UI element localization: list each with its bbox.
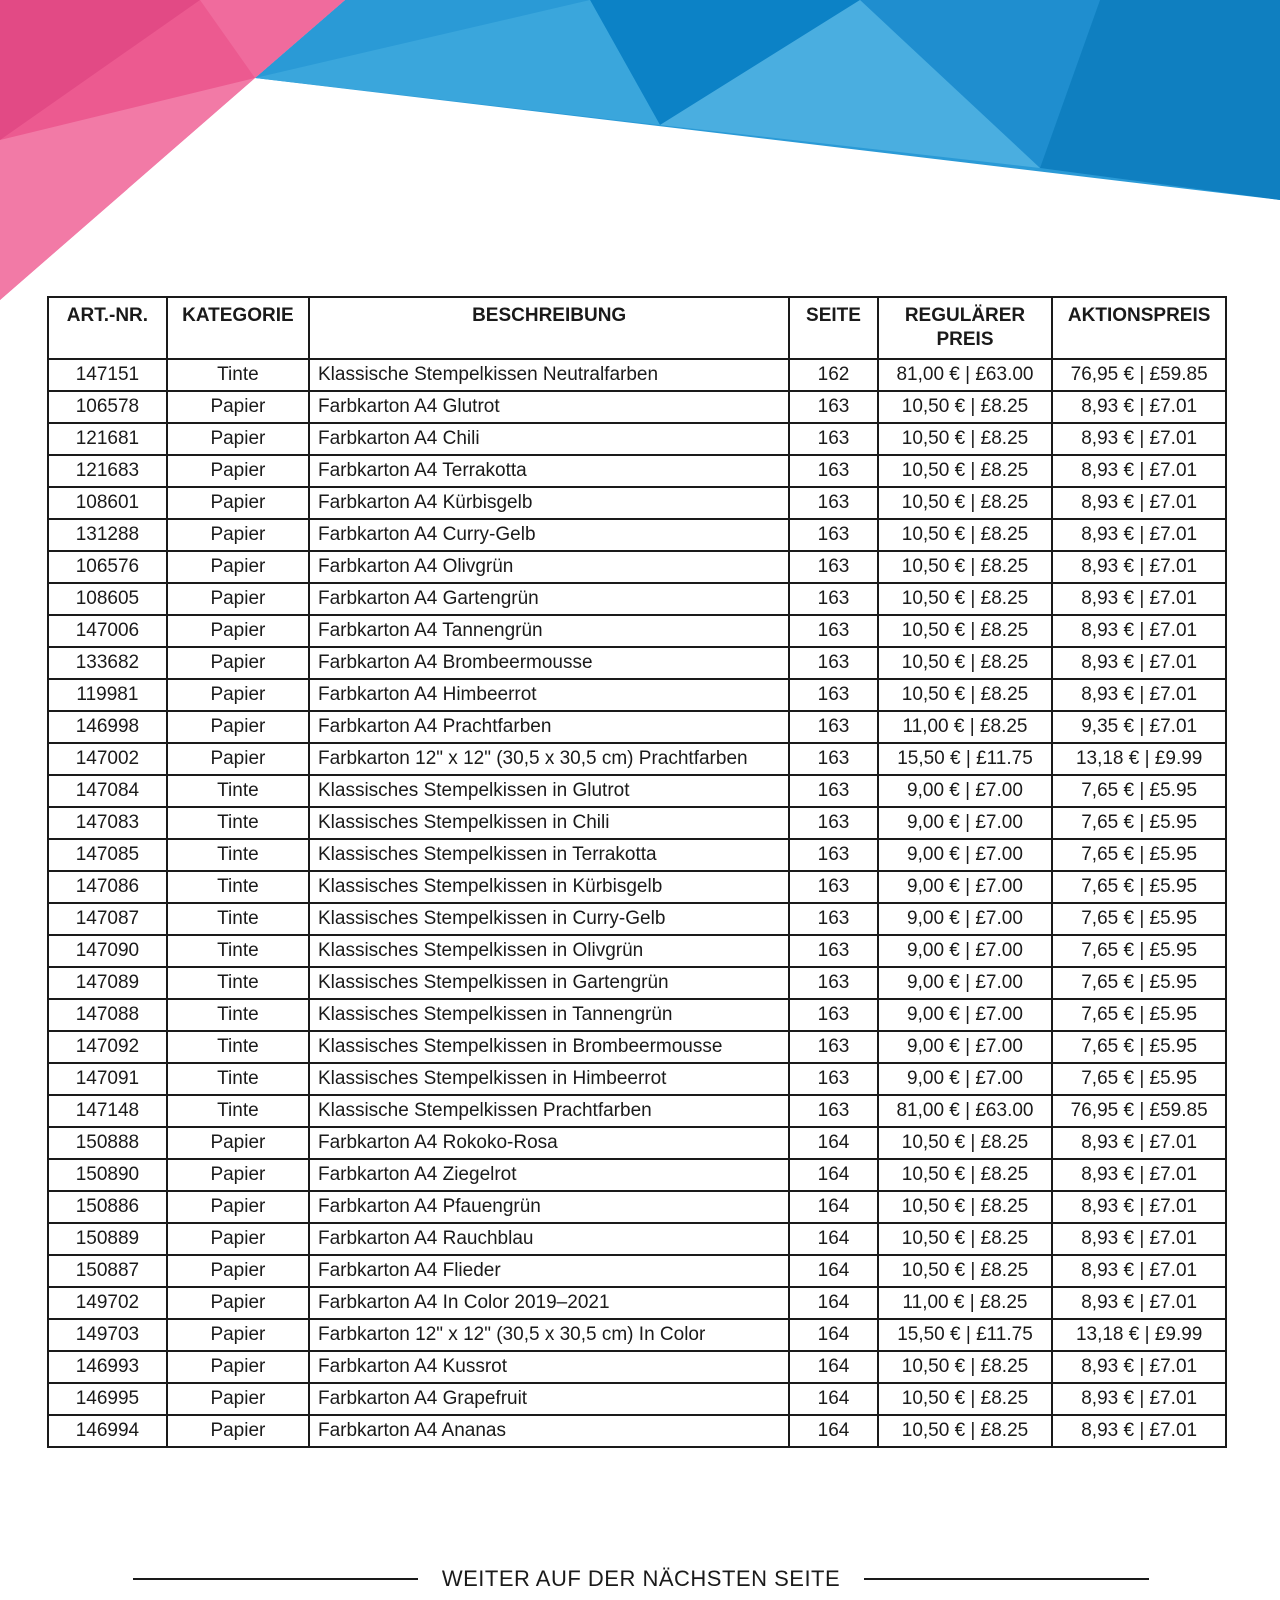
table-row <box>48 359 1226 391</box>
beschreibung-cell: Farbkarton A4 Prachtfarben <box>309 711 789 743</box>
aktionspreis-cell: 7,65 € | £5.95 <box>1052 999 1226 1031</box>
aktionspreis-cell: 8,93 € | £7.01 <box>1052 455 1226 487</box>
table-row <box>48 775 1226 807</box>
table-row <box>48 1063 1226 1095</box>
aktionspreis-cell: 8,93 € | £7.01 <box>1052 1159 1226 1191</box>
art-nr-cell: 147151 <box>48 359 167 391</box>
aktionspreis-cell: 76,95 € | £59.85 <box>1052 1095 1226 1127</box>
regulaerer-preis-cell: 10,50 € | £8.25 <box>878 423 1053 455</box>
seite-cell: 163 <box>789 1031 877 1063</box>
table-row <box>48 1255 1226 1287</box>
aktionspreis-cell: 9,35 € | £7.01 <box>1052 711 1226 743</box>
table-row <box>48 423 1226 455</box>
table-row <box>48 1159 1226 1191</box>
art-nr-cell: 147092 <box>48 1031 167 1063</box>
art-nr-cell: 149702 <box>48 1287 167 1319</box>
art-nr-cell: 150886 <box>48 1191 167 1223</box>
art-nr-cell: 106578 <box>48 391 167 423</box>
kategorie-cell: Papier <box>167 583 309 615</box>
art-nr-cell: 147083 <box>48 807 167 839</box>
aktionspreis-cell: 7,65 € | £5.95 <box>1052 839 1226 871</box>
seite-cell: 163 <box>789 1063 877 1095</box>
art-nr-cell: 147006 <box>48 615 167 647</box>
seite-cell: 164 <box>789 1383 877 1415</box>
table-row <box>48 519 1226 551</box>
table-row <box>48 455 1226 487</box>
seite-cell: 164 <box>789 1223 877 1255</box>
aktionspreis-cell: 8,93 € | £7.01 <box>1052 1223 1226 1255</box>
art-nr-cell: 150888 <box>48 1127 167 1159</box>
table-header-row <box>48 297 1226 359</box>
aktionspreis-cell: 8,93 € | £7.01 <box>1052 647 1226 679</box>
art-nr-cell: 147089 <box>48 967 167 999</box>
art-nr-cell: 150887 <box>48 1255 167 1287</box>
table-row <box>48 1351 1226 1383</box>
aktionspreis-cell: 8,93 € | £7.01 <box>1052 391 1226 423</box>
kategorie-cell: Papier <box>167 1223 309 1255</box>
table-row <box>48 583 1226 615</box>
beschreibung-cell: Klassisches Stempelkissen in Brombeermousse <box>309 1031 789 1063</box>
regulaerer-preis-cell: 9,00 € | £7.00 <box>878 807 1053 839</box>
beschreibung-cell: Farbkarton 12" x 12" (30,5 x 30,5 cm) Prachtfarben <box>309 743 789 775</box>
beschreibung-cell: Farbkarton A4 Ziegelrot <box>309 1159 789 1191</box>
regulaerer-preis-cell: 9,00 € | £7.00 <box>878 903 1053 935</box>
kategorie-cell: Papier <box>167 1351 309 1383</box>
art-nr-cell: 146994 <box>48 1415 167 1447</box>
art-nr-cell: 147091 <box>48 1063 167 1095</box>
art-nr-cell: 146995 <box>48 1383 167 1415</box>
seite-cell: 162 <box>789 359 877 391</box>
header-kategorie: KATEGORIE <box>167 297 309 359</box>
seite-cell: 163 <box>789 423 877 455</box>
seite-cell: 164 <box>789 1351 877 1383</box>
beschreibung-cell: Farbkarton A4 Glutrot <box>309 391 789 423</box>
aktionspreis-cell: 8,93 € | £7.01 <box>1052 679 1226 711</box>
table-row <box>48 967 1226 999</box>
seite-cell: 163 <box>789 1095 877 1127</box>
beschreibung-cell: Klassisches Stempelkissen in Terrakotta <box>309 839 789 871</box>
regulaerer-preis-cell: 81,00 € | £63.00 <box>878 1095 1053 1127</box>
art-nr-cell: 147084 <box>48 775 167 807</box>
regulaerer-preis-cell: 9,00 € | £7.00 <box>878 935 1053 967</box>
continue-next-page-label: WEITER AUF DER NÄCHSTEN SEITE <box>441 1566 841 1591</box>
seite-cell: 164 <box>789 1127 877 1159</box>
header-regulaerer-preis: REGULÄRER PREIS <box>878 297 1053 359</box>
seite-cell: 163 <box>789 647 877 679</box>
seite-cell: 163 <box>789 551 877 583</box>
geometric-banner-graphic <box>0 0 1280 300</box>
footer-rule-right <box>864 1578 1149 1580</box>
aktionspreis-cell: 8,93 € | £7.01 <box>1052 1415 1226 1447</box>
regulaerer-preis-cell: 10,50 € | £8.25 <box>878 647 1053 679</box>
table-row <box>48 551 1226 583</box>
beschreibung-cell: Farbkarton A4 In Color 2019–2021 <box>309 1287 789 1319</box>
seite-cell: 163 <box>789 679 877 711</box>
beschreibung-cell: Klassisches Stempelkissen in Olivgrün <box>309 935 789 967</box>
seite-cell: 163 <box>789 487 877 519</box>
beschreibung-cell: Farbkarton A4 Olivgrün <box>309 551 789 583</box>
regulaerer-preis-cell: 10,50 € | £8.25 <box>878 391 1053 423</box>
beschreibung-cell: Farbkarton A4 Curry-Gelb <box>309 519 789 551</box>
aktionspreis-cell: 7,65 € | £5.95 <box>1052 775 1226 807</box>
table-row <box>48 1223 1226 1255</box>
aktionspreis-cell: 7,65 € | £5.95 <box>1052 935 1226 967</box>
beschreibung-cell: Farbkarton A4 Gartengrün <box>309 583 789 615</box>
seite-cell: 164 <box>789 1191 877 1223</box>
art-nr-cell: 121683 <box>48 455 167 487</box>
beschreibung-cell: Farbkarton A4 Pfauengrün <box>309 1191 789 1223</box>
seite-cell: 163 <box>789 903 877 935</box>
aktionspreis-cell: 8,93 € | £7.01 <box>1052 487 1226 519</box>
art-nr-cell: 150889 <box>48 1223 167 1255</box>
art-nr-cell: 121681 <box>48 423 167 455</box>
art-nr-cell: 147090 <box>48 935 167 967</box>
aktionspreis-cell: 7,65 € | £5.95 <box>1052 1031 1226 1063</box>
regulaerer-preis-cell: 9,00 € | £7.00 <box>878 839 1053 871</box>
beschreibung-cell: Klassische Stempelkissen Neutralfarben <box>309 359 789 391</box>
art-nr-cell: 133682 <box>48 647 167 679</box>
table-row <box>48 1319 1226 1351</box>
kategorie-cell: Tinte <box>167 1031 309 1063</box>
table-row <box>48 1031 1226 1063</box>
beschreibung-cell: Farbkarton A4 Kürbisgelb <box>309 487 789 519</box>
kategorie-cell: Papier <box>167 519 309 551</box>
table-row <box>48 615 1226 647</box>
aktionspreis-cell: 13,18 € | £9.99 <box>1052 743 1226 775</box>
art-nr-cell: 147088 <box>48 999 167 1031</box>
art-nr-cell: 149703 <box>48 1319 167 1351</box>
seite-cell: 164 <box>789 1415 877 1447</box>
beschreibung-cell: Farbkarton A4 Himbeerrot <box>309 679 789 711</box>
art-nr-cell: 119981 <box>48 679 167 711</box>
regulaerer-preis-cell: 10,50 € | £8.25 <box>878 679 1053 711</box>
kategorie-cell: Papier <box>167 1127 309 1159</box>
kategorie-cell: Papier <box>167 711 309 743</box>
seite-cell: 163 <box>789 615 877 647</box>
product-price-table <box>47 296 1227 1448</box>
kategorie-cell: Papier <box>167 1287 309 1319</box>
regulaerer-preis-cell: 10,50 € | £8.25 <box>878 487 1053 519</box>
regulaerer-preis-cell: 15,50 € | £11.75 <box>878 743 1053 775</box>
beschreibung-cell: Farbkarton A4 Ananas <box>309 1415 789 1447</box>
regulaerer-preis-cell: 10,50 € | £8.25 <box>878 1255 1053 1287</box>
aktionspreis-cell: 7,65 € | £5.95 <box>1052 967 1226 999</box>
aktionspreis-cell: 8,93 € | £7.01 <box>1052 1287 1226 1319</box>
aktionspreis-cell: 7,65 € | £5.95 <box>1052 807 1226 839</box>
seite-cell: 163 <box>789 391 877 423</box>
beschreibung-cell: Farbkarton A4 Rauchblau <box>309 1223 789 1255</box>
kategorie-cell: Papier <box>167 1159 309 1191</box>
art-nr-cell: 146998 <box>48 711 167 743</box>
seite-cell: 163 <box>789 967 877 999</box>
regulaerer-preis-cell: 10,50 € | £8.25 <box>878 1351 1053 1383</box>
kategorie-cell: Tinte <box>167 999 309 1031</box>
art-nr-cell: 106576 <box>48 551 167 583</box>
table-row <box>48 1095 1226 1127</box>
kategorie-cell: Papier <box>167 743 309 775</box>
table-row <box>48 679 1226 711</box>
kategorie-cell: Papier <box>167 1383 309 1415</box>
art-nr-cell: 146993 <box>48 1351 167 1383</box>
art-nr-cell: 150890 <box>48 1159 167 1191</box>
beschreibung-cell: Farbkarton 12" x 12" (30,5 x 30,5 cm) In Color <box>309 1319 789 1351</box>
kategorie-cell: Tinte <box>167 1095 309 1127</box>
regulaerer-preis-cell: 10,50 € | £8.25 <box>878 583 1053 615</box>
aktionspreis-cell: 8,93 € | £7.01 <box>1052 423 1226 455</box>
table-row <box>48 743 1226 775</box>
kategorie-cell: Tinte <box>167 807 309 839</box>
table-row <box>48 1127 1226 1159</box>
art-nr-cell: 108605 <box>48 583 167 615</box>
regulaerer-preis-cell: 11,00 € | £8.25 <box>878 1287 1053 1319</box>
aktionspreis-cell: 7,65 € | £5.95 <box>1052 871 1226 903</box>
beschreibung-cell: Klassisches Stempelkissen in Chili <box>309 807 789 839</box>
regulaerer-preis-cell: 10,50 € | £8.25 <box>878 1159 1053 1191</box>
kategorie-cell: Tinte <box>167 903 309 935</box>
regulaerer-preis-cell: 10,50 € | £8.25 <box>878 519 1053 551</box>
kategorie-cell: Tinte <box>167 871 309 903</box>
regulaerer-preis-cell: 10,50 € | £8.25 <box>878 455 1053 487</box>
aktionspreis-cell: 8,93 € | £7.01 <box>1052 519 1226 551</box>
regulaerer-preis-cell: 10,50 € | £8.25 <box>878 1383 1053 1415</box>
table-row <box>48 487 1226 519</box>
aktionspreis-cell: 8,93 € | £7.01 <box>1052 1255 1226 1287</box>
beschreibung-cell: Klassische Stempelkissen Prachtfarben <box>309 1095 789 1127</box>
decorative-banner <box>0 0 1280 300</box>
kategorie-cell: Tinte <box>167 935 309 967</box>
table-body <box>48 359 1226 1447</box>
table-row <box>48 1415 1226 1447</box>
art-nr-cell: 131288 <box>48 519 167 551</box>
beschreibung-cell: Farbkarton A4 Grapefruit <box>309 1383 789 1415</box>
beschreibung-cell: Klassisches Stempelkissen in Himbeerrot <box>309 1063 789 1095</box>
aktionspreis-cell: 8,93 € | £7.01 <box>1052 551 1226 583</box>
seite-cell: 163 <box>789 711 877 743</box>
beschreibung-cell: Klassisches Stempelkissen in Curry-Gelb <box>309 903 789 935</box>
regulaerer-preis-cell: 10,50 € | £8.25 <box>878 615 1053 647</box>
table-row <box>48 1191 1226 1223</box>
beschreibung-cell: Farbkarton A4 Chili <box>309 423 789 455</box>
seite-cell: 163 <box>789 807 877 839</box>
beschreibung-cell: Farbkarton A4 Brombeermousse <box>309 647 789 679</box>
seite-cell: 164 <box>789 1159 877 1191</box>
kategorie-cell: Papier <box>167 647 309 679</box>
kategorie-cell: Tinte <box>167 1063 309 1095</box>
art-nr-cell: 147085 <box>48 839 167 871</box>
beschreibung-cell: Farbkarton A4 Terrakotta <box>309 455 789 487</box>
seite-cell: 163 <box>789 839 877 871</box>
regulaerer-preis-cell: 10,50 € | £8.25 <box>878 551 1053 583</box>
table-row <box>48 807 1226 839</box>
header-seite: SEITE <box>789 297 877 359</box>
kategorie-cell: Tinte <box>167 967 309 999</box>
table-row <box>48 871 1226 903</box>
regulaerer-preis-cell: 9,00 € | £7.00 <box>878 999 1053 1031</box>
regulaerer-preis-cell: 9,00 € | £7.00 <box>878 775 1053 807</box>
kategorie-cell: Tinte <box>167 839 309 871</box>
art-nr-cell: 147002 <box>48 743 167 775</box>
regulaerer-preis-cell: 15,50 € | £11.75 <box>878 1319 1053 1351</box>
aktionspreis-cell: 8,93 € | £7.01 <box>1052 1383 1226 1415</box>
table-row <box>48 391 1226 423</box>
regulaerer-preis-cell: 9,00 € | £7.00 <box>878 1063 1053 1095</box>
table-row <box>48 903 1226 935</box>
beschreibung-cell: Farbkarton A4 Kussrot <box>309 1351 789 1383</box>
aktionspreis-cell: 8,93 € | £7.01 <box>1052 1191 1226 1223</box>
kategorie-cell: Tinte <box>167 359 309 391</box>
aktionspreis-cell: 13,18 € | £9.99 <box>1052 1319 1226 1351</box>
regulaerer-preis-cell: 9,00 € | £7.00 <box>878 1031 1053 1063</box>
beschreibung-cell: Farbkarton A4 Rokoko-Rosa <box>309 1127 789 1159</box>
seite-cell: 164 <box>789 1319 877 1351</box>
table-row <box>48 839 1226 871</box>
header-beschreibung: BESCHREIBUNG <box>309 297 789 359</box>
table-row <box>48 1287 1226 1319</box>
kategorie-cell: Papier <box>167 1255 309 1287</box>
beschreibung-cell: Klassisches Stempelkissen in Kürbisgelb <box>309 871 789 903</box>
art-nr-cell: 147087 <box>48 903 167 935</box>
footer-rule-left <box>133 1578 418 1580</box>
regulaerer-preis-cell: 11,00 € | £8.25 <box>878 711 1053 743</box>
kategorie-cell: Papier <box>167 391 309 423</box>
art-nr-cell: 147086 <box>48 871 167 903</box>
table-row <box>48 999 1226 1031</box>
regulaerer-preis-cell: 10,50 € | £8.25 <box>878 1127 1053 1159</box>
regulaerer-preis-cell: 81,00 € | £63.00 <box>878 359 1053 391</box>
beschreibung-cell: Farbkarton A4 Flieder <box>309 1255 789 1287</box>
regulaerer-preis-cell: 9,00 € | £7.00 <box>878 871 1053 903</box>
kategorie-cell: Papier <box>167 423 309 455</box>
aktionspreis-cell: 7,65 € | £5.95 <box>1052 1063 1226 1095</box>
regulaerer-preis-cell: 9,00 € | £7.00 <box>878 967 1053 999</box>
table-row <box>48 1383 1226 1415</box>
seite-cell: 163 <box>789 743 877 775</box>
seite-cell: 163 <box>789 871 877 903</box>
kategorie-cell: Papier <box>167 1415 309 1447</box>
seite-cell: 163 <box>789 999 877 1031</box>
header-aktionspreis: AKTIONSPREIS <box>1052 297 1226 359</box>
regulaerer-preis-cell: 10,50 € | £8.25 <box>878 1191 1053 1223</box>
page-footer <box>133 1559 1149 1599</box>
seite-cell: 164 <box>789 1287 877 1319</box>
aktionspreis-cell: 8,93 € | £7.01 <box>1052 583 1226 615</box>
aktionspreis-cell: 8,93 € | £7.01 <box>1052 1351 1226 1383</box>
regulaerer-preis-cell: 10,50 € | £8.25 <box>878 1223 1053 1255</box>
art-nr-cell: 147148 <box>48 1095 167 1127</box>
seite-cell: 163 <box>789 455 877 487</box>
seite-cell: 163 <box>789 583 877 615</box>
aktionspreis-cell: 8,93 € | £7.01 <box>1052 1127 1226 1159</box>
kategorie-cell: Papier <box>167 455 309 487</box>
table-row <box>48 935 1226 967</box>
seite-cell: 164 <box>789 1255 877 1287</box>
kategorie-cell: Papier <box>167 615 309 647</box>
beschreibung-cell: Klassisches Stempelkissen in Tannengrün <box>309 999 789 1031</box>
beschreibung-cell: Klassisches Stempelkissen in Gartengrün <box>309 967 789 999</box>
aktionspreis-cell: 7,65 € | £5.95 <box>1052 903 1226 935</box>
table-row <box>48 647 1226 679</box>
art-nr-cell: 108601 <box>48 487 167 519</box>
kategorie-cell: Papier <box>167 551 309 583</box>
beschreibung-cell: Klassisches Stempelkissen in Glutrot <box>309 775 789 807</box>
kategorie-cell: Papier <box>167 679 309 711</box>
seite-cell: 163 <box>789 775 877 807</box>
aktionspreis-cell: 8,93 € | £7.01 <box>1052 615 1226 647</box>
seite-cell: 163 <box>789 519 877 551</box>
kategorie-cell: Papier <box>167 1191 309 1223</box>
header-art-nr: ART.-NR. <box>48 297 167 359</box>
kategorie-cell: Tinte <box>167 775 309 807</box>
beschreibung-cell: Farbkarton A4 Tannengrün <box>309 615 789 647</box>
table-row <box>48 711 1226 743</box>
aktionspreis-cell: 76,95 € | £59.85 <box>1052 359 1226 391</box>
seite-cell: 163 <box>789 935 877 967</box>
kategorie-cell: Papier <box>167 487 309 519</box>
regulaerer-preis-cell: 10,50 € | £8.25 <box>878 1415 1053 1447</box>
kategorie-cell: Papier <box>167 1319 309 1351</box>
